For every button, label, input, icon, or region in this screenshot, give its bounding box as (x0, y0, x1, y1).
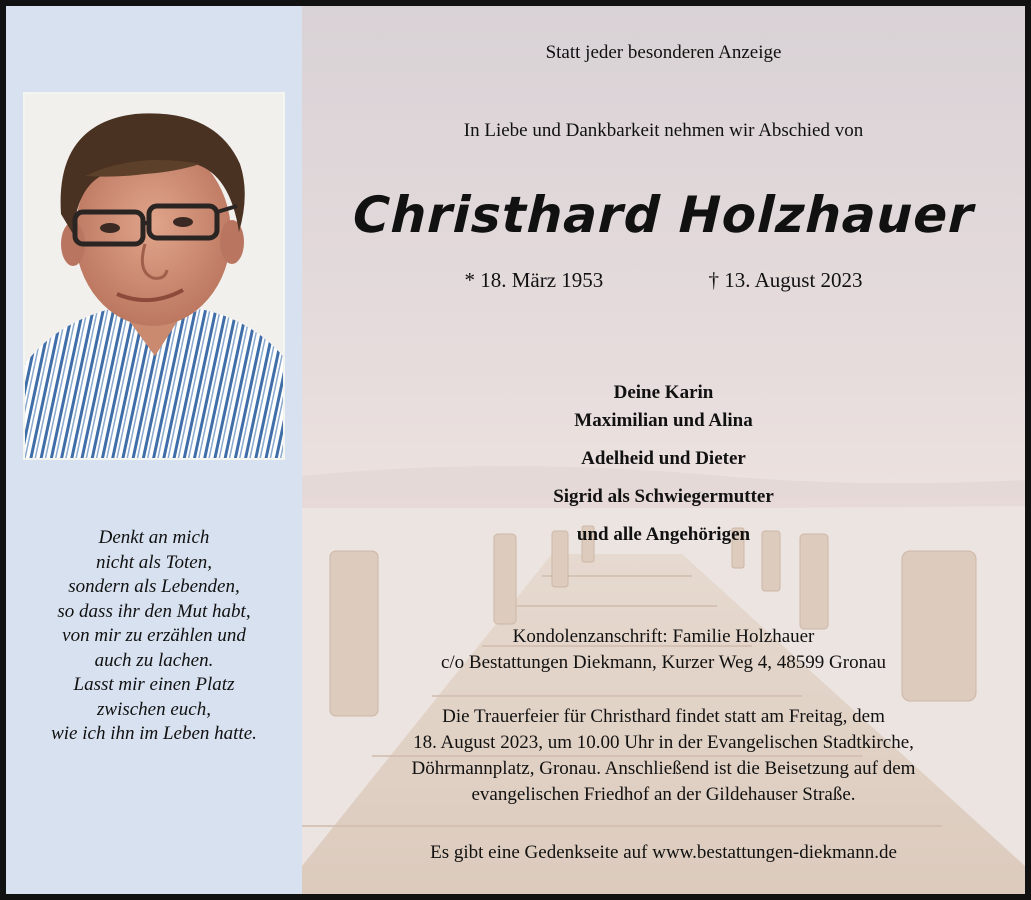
header-pre-text: Statt jeder besonderen Anzeige (545, 42, 782, 63)
poem-line: auch zu lachen. (94, 649, 214, 671)
portrait-photo (23, 92, 285, 460)
farewell-intro: In Liebe und Dankbarkeit nehmen wir Abschied von (463, 120, 864, 141)
death-date: † 13. August 2023 (708, 268, 863, 292)
poem-line: Denkt an mich (98, 527, 210, 548)
mourner-line: Sigrid als Schwiegermutter (553, 486, 774, 507)
memorial-page-note: Es gibt eine Gedenkseite auf www.bestattungen-diekmann.de (430, 842, 897, 863)
main-panel (302, 6, 1025, 894)
service-line: Döhrmannplatz, Gronau. Anschließend ist die Beisetzung auf dem (411, 758, 916, 779)
poem-line: von mir zu erzählen und (62, 625, 246, 646)
poem-line: Lasst mir einen Platz (73, 674, 235, 695)
service-line: 18. August 2023, um 10.00 Uhr in der Evangelischen Stadtkirche, (413, 732, 914, 753)
mourner-line: Maximilian und Alina (574, 410, 753, 431)
poem (6, 526, 302, 747)
condolence-line: Kondolenzanschrift: Familie Holzhauer (512, 626, 815, 647)
mourner-line: Adelheid und Dieter (581, 448, 746, 469)
poem-line: nicht als Toten, (96, 551, 212, 573)
service-line: evangelischen Friedhof an der Gildehauser Straße. (471, 784, 856, 805)
birth-date: * 18. März 1953 (464, 268, 604, 292)
deceased-name: Christhard Holzhauer (352, 186, 975, 244)
mourner-line: und alle Angehörigen (576, 524, 751, 545)
mourner-line: Deine Karin (613, 382, 714, 403)
poem-line: so dass ihr den Mut habt, (57, 600, 251, 622)
condolence-address: c/o Bestattungen Diekmann, Kurzer Weg 4, 48599 Gronau (440, 652, 887, 673)
life-dates (302, 268, 1025, 293)
service-line: Die Trauerfeier für Christhard findet statt am Freitag, dem (442, 706, 885, 727)
poem-line: sondern als Lebenden, (68, 576, 240, 597)
poem-line: wie ich ihn im Leben hatte. (51, 723, 257, 744)
poem-line: zwischen euch, (97, 698, 211, 720)
sidebar-panel (6, 6, 302, 894)
